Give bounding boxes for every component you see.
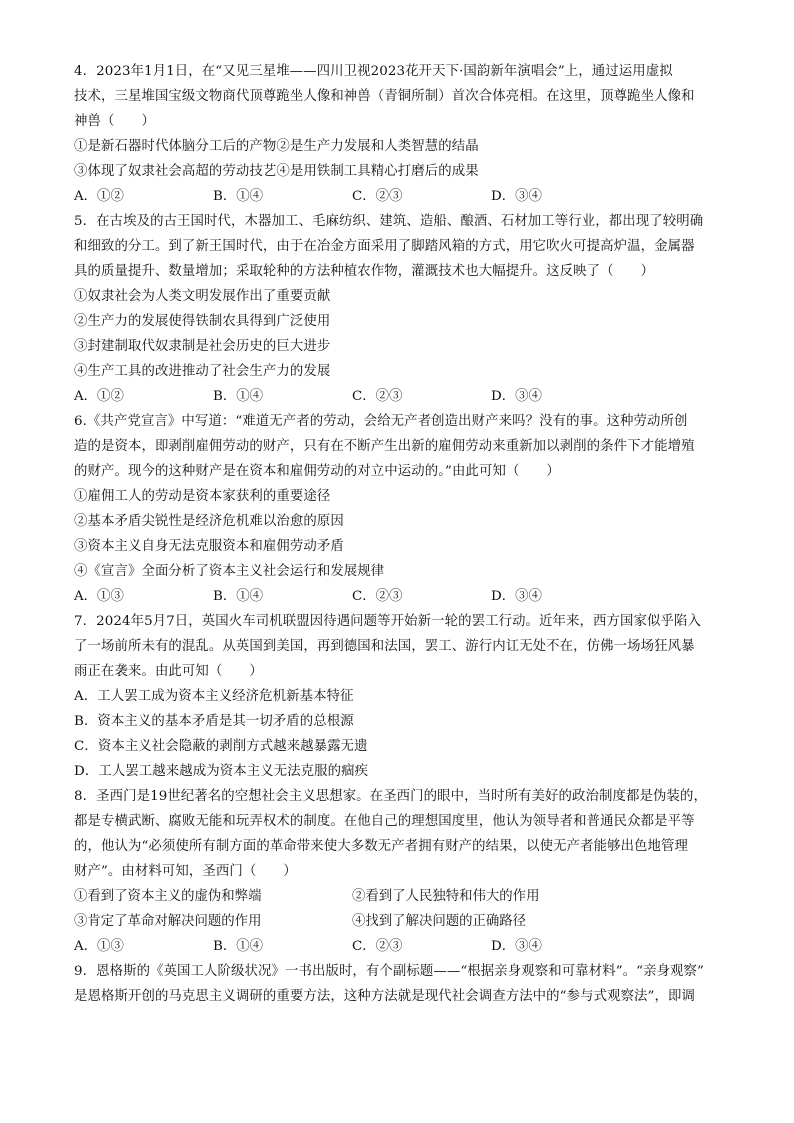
q7-line-2: 了一场前所未有的混乱。从英国到美国，再到德国和法国，罢工、游行内讧无处不在，仿佛一场场狂风暴 xyxy=(74,639,695,654)
q7-option-a: A．工人罢工成为资本主义经济危机新基本特征 xyxy=(74,689,354,704)
q7-line-3: 雨正在袭来。由此可知（ ） xyxy=(74,664,263,679)
q8-choice-2: ②看到了人民独特和伟大的作用 xyxy=(352,889,540,904)
q4-choice-2: ③体现了奴隶社会高超的劳动技艺④是用铁制工具精心打磨后的成果 xyxy=(74,164,479,179)
q6-line-3: 的财产。现今的这种财产是在资本和雇佣劳动的对立中运动的。”由此可知（ ） xyxy=(74,464,560,479)
q8-option-b: B．①④ xyxy=(213,939,264,954)
q4-line-1: 4．2023年1月1日，在“又见三星堆——四川卫视2023花开天下·国韵新年演唱会”上，通过运用虚拟 xyxy=(74,64,673,79)
q8-option-a: A．①③ xyxy=(74,939,124,954)
q6-option-d: D．③④ xyxy=(491,589,542,604)
q8-choice-4: ④找到了解决问题的正确路径 xyxy=(352,914,527,929)
q7-option-d: D．工人罢工越来越成为资本主义无法克服的痼疾 xyxy=(74,764,369,779)
q8-line-2: 都是专横武断、腐败无能和玩弄权术的制度。在他自己的理想国度里，他认为领导者和普通民众都是平等 xyxy=(74,814,695,829)
q8-line-4: 财产”。由材料可知，圣西门（ ） xyxy=(74,864,297,879)
q5-option-b: B．①④ xyxy=(213,389,264,404)
q5-choice-3: ③封建制取代奴隶制是社会历史的巨大进步 xyxy=(74,339,331,354)
q6-option-c: C．②③ xyxy=(352,589,403,604)
q6-choice-3: ③资本主义自身无法克服资本和雇佣劳动矛盾 xyxy=(74,539,344,554)
q6-choice-1: ①雇佣工人的劳动是资本家获利的重要途径 xyxy=(74,489,331,504)
q6-line-2: 造的是资本，即剥削雇佣劳动的财产，只有在不断产生出新的雇佣劳动来重新加以剥削的条件下才能增殖 xyxy=(74,439,695,454)
q8-option-c: C．②③ xyxy=(352,939,403,954)
q4-line-3: 神兽（ ） xyxy=(74,114,155,129)
q8-line-1: 8．圣西门是19世纪著名的空想社会主义思想家。在圣西门的眼中，当时所有美好的政治制度都是伪装的， xyxy=(74,789,707,804)
q8-choice-3: ③肯定了革命对解决问题的作用 xyxy=(74,914,262,929)
q4-option-a: A．①② xyxy=(74,189,124,204)
q5-line-2: 和细致的分工。到了新王国时代，由于在冶金方面采用了脚踏风箱的方式，用它吹火可提高炉温，金属器 xyxy=(74,239,695,254)
q4-option-c: C．②③ xyxy=(352,189,403,204)
q5-option-a: A．①② xyxy=(74,389,124,404)
q5-choice-1: ①奴隶社会为人类文明发展作出了重要贡献 xyxy=(74,289,331,304)
q7-line-1: 7．2024年5月7日，英国火车司机联盟因待遇问题等开始新一轮的罢工行动。近年来，西方国家似乎陷入 xyxy=(74,614,701,629)
q8-option-d: D．③④ xyxy=(491,939,542,954)
q5-line-1: 5．在古埃及的古王国时代，木器加工、毛麻纺织、建筑、造船、酿酒、石材加工等行业，都出现了较明确 xyxy=(74,214,704,229)
q5-choice-4: ④生产工具的改进推动了社会生产力的发展 xyxy=(74,364,331,379)
q8-choice-1: ①看到了资本主义的虚伪和弊端 xyxy=(74,889,262,904)
q6-choice-4: ④《宣言》全面分析了资本主义社会运行和发展规律 xyxy=(74,564,385,579)
q8-line-3: 的，他认为“必须使所有制方面的革命带来使大多数无产者拥有财产的结果，以使无产者能够出色地管理 xyxy=(74,839,689,854)
q6-line-1: 6.《共产党宣言》中写道：“难道无产者的劳动，会给无产者创造出财产来吗？没有的事。这种劳动所创 xyxy=(74,414,688,429)
q4-choice-1: ①是新石器时代体脑分工后的产物②是生产力发展和人类智慧的结晶 xyxy=(74,139,479,154)
q4-option-d: D．③④ xyxy=(491,189,542,204)
q6-option-b: B．①④ xyxy=(213,589,264,604)
q7-option-b: B．资本主义的基本矛盾是其一切矛盾的总根源 xyxy=(74,714,354,729)
q9-line-2: 是恩格斯开创的马克思主义调研的重要方法，这种方法就是现代社会调查方法中的“参与式观察法”，即调 xyxy=(74,989,695,1004)
q4-line-2: 技术，三星堆国宝级文物商代顶尊跪坐人像和神兽（青铜所制）首次合体亮相。在这里，顶尊跪坐人像和 xyxy=(74,89,695,104)
q5-choice-2: ②生产力的发展使得铁制农具得到广泛使用 xyxy=(74,314,331,329)
q9-line-1: 9．恩格斯的《英国工人阶级状况》一书出版时，有个副标题——“根据亲身观察和可靠材料”。“亲身观察” xyxy=(74,964,704,979)
q4-option-b: B．①④ xyxy=(213,189,264,204)
q6-choice-2: ②基本矛盾尖锐性是经济危机难以治愈的原因 xyxy=(74,514,344,529)
q5-option-d: D．③④ xyxy=(491,389,542,404)
q5-line-3: 具的质量提升、数量增加；采取轮种的方法种植农作物，灌溉技术也大幅提升。这反映了（ ） xyxy=(74,264,655,279)
q7-option-c: C．资本主义社会隐蔽的剥削方式越来越暴露无遗 xyxy=(74,739,368,754)
q5-option-c: C．②③ xyxy=(352,389,403,404)
q6-option-a: A．①③ xyxy=(74,589,124,604)
